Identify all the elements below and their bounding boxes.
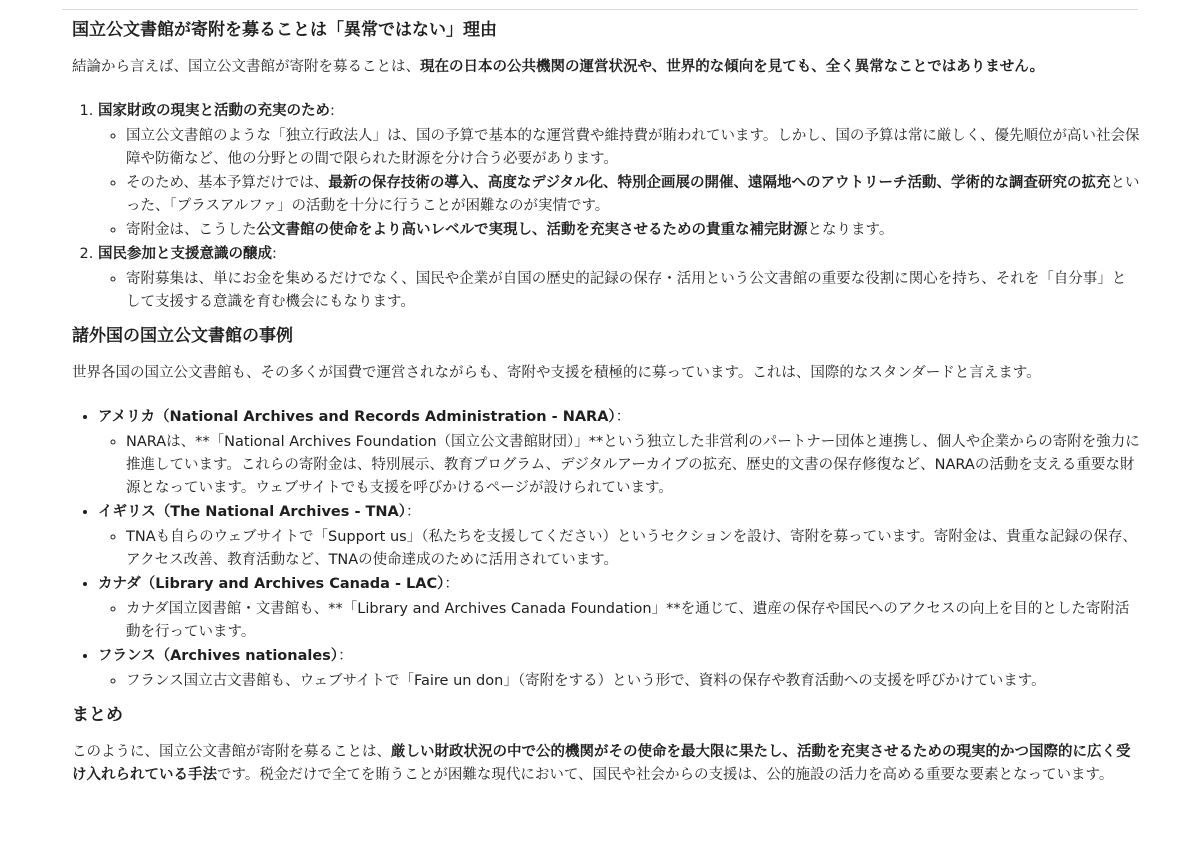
country-item-france: • フランス（Archives nationales）： ◦ フランス国立古文書館も、ウェブサイトで「Faire un don」（寄附をする）という形で、資料の保存や教育活動への支援を呼びかけています。 <box>98 645 1140 693</box>
country-sublist <box>98 598 1140 644</box>
section-title-foreign-cases: 諸外国の国立公文書館の事例 <box>72 326 293 346</box>
top-divider <box>62 9 1138 10</box>
reasons-list <box>72 100 1140 314</box>
sub-bullet: ◦ 寄附金は、こうした公文書館の使命をより高いレベルで実現し、活動を充実させるための貴重な補完財源となります。 <box>126 219 1140 242</box>
country-item-canada: • カナダ（Library and Archives Canada - LAC）： ◦ カナダ国立図書館・文書館も、**「Library and Archives Canada Foundation」**を通じて、遺産の保存や国民へのアクセスの向上を目的とした寄附活動を行っています。 <box>98 573 1140 644</box>
section-title-reasons: 国立公文書館が寄附を募ることは「異常ではない」理由 <box>72 20 497 40</box>
reason-item-2: 2. 国民参加と支援意識の醸成: ◦ 寄附募集は、単にお金を集めるだけでなく、国民や企業が自国の歴史的記録の保存・活用という公文書館の重要な役割に関心を持ち、それを「自分事」として支援する意識を育む機会にもなります。 <box>98 243 1140 314</box>
conclusion-paragraph: 結論から言えば、国立公文書館が寄附を募ることは、現在の日本の公共機関の運営状況や、世界的な傾向を見ても、全く異常なことではありません。 <box>72 59 1045 75</box>
reason-heading: 国民参加と支援意識の醸成 <box>98 246 272 262</box>
country-name: アメリカ（National Archives and Records Administration - NARA） <box>98 409 616 425</box>
summary-paragraph: このように、国立公文書館が寄附を募ることは、厳しい財政状況の中で公的機関がその使命を最大限に果たし、活動を充実させるための現実的かつ国際的に広く受け入れられている手法です。税金だけで全てを賄うことが困難な現代において、国民や社会からの支援は、公的施設の活力を高める重要な要素となっています。 <box>72 744 1131 783</box>
country-name: イギリス（The National Archives - TNA） <box>98 504 407 520</box>
sub-bullet: ◦ そのため、基本予算だけでは、最新の保存技術の導入、高度なデジタル化、特別企画展の開催、遠隔地へのアウトリーチ活動、学術的な調査研究の拡充といった、「プラスアルファ」の活動を十分に行うことが困難なのが実情です。 <box>126 172 1140 218</box>
country-sublist <box>98 670 1140 693</box>
country-sublist <box>98 431 1140 500</box>
country-sublist <box>98 526 1140 572</box>
country-item-uk: • イギリス（The National Archives - TNA）： ◦ TNAも自らのウェブサイトで「Support us」（私たちを支援してください）というセクションを設け、寄附を募っています。寄附金は、貴重な記録の保存、アクセス改善、教育活動など、TNAの使命達成のために活用されています。 <box>98 501 1140 572</box>
foreign-intro-paragraph: 世界各国の国立公文書館も、その多くが国費で運営されながらも、寄附や支援を積極的に募っています。これは、国際的なスタンダードと言えます。 <box>72 365 1041 381</box>
article-body <box>72 16 1140 787</box>
sub-bullet: ◦ フランス国立古文書館も、ウェブサイトで「Faire un don」（寄附をする）という形で、資料の保存や教育活動への支援を呼びかけています。 <box>126 670 1140 693</box>
country-name: フランス（Archives nationales） <box>98 648 339 664</box>
reason-sublist <box>98 268 1140 314</box>
reason-item-1: 1. 国家財政の現実と活動の充実のため: ◦ 国立公文書館のような「独立行政法人」は、国の予算で基本的な運営費や維持費が賄われています。しかし、国の予算は常に厳しく、優先順位が高い社会保障や防衛など、他の分野との間で限られた財源を分け合う必要があります。 ◦ そのため、基本予算だけでは、最新の保存技術の導入、高度なデジタル化、特別企画展の開催、遠隔地へのアウトリーチ活動、学術的な調査研究の拡充といった、「プラスアルファ」の活動を十分に行うことが困難なのが実情です。 ◦ 寄附金は、こうした公文書館の使命をより高いレベルで実現し、活動を充実させるための貴重な補完財源となります。 <box>98 100 1140 242</box>
country-item-usa: • アメリカ（National Archives and Records Administration - NARA）： ◦ NARAは、**「National Archives Foundation（国立公文書館財団）」**という独立した非営利のパートナー団体と連携し、個人や企業からの寄附を強力に推進しています。これらの寄附金は、特別展示、教育プログラム、デジタルアーカイブの拡充、歴史的文書の保存修復など、NARAの活動を支える重要な財源となっています。ウェブサイトでも支援を呼びかけるページが設けられています。 <box>98 406 1140 500</box>
country-name: カナダ（Library and Archives Canada - LAC） <box>98 576 445 592</box>
sub-bullet: ◦ 国立公文書館のような「独立行政法人」は、国の予算で基本的な運営費や維持費が賄われています。しかし、国の予算は常に厳しく、優先順位が高い社会保障や防衛など、他の分野との間で限られた財源を分け合う必要があります。 <box>126 125 1140 171</box>
reason-sublist <box>98 125 1140 242</box>
countries-list <box>72 406 1140 693</box>
reason-heading: 国家財政の現実と活動の充実のため <box>98 103 330 119</box>
sub-bullet: ◦ 寄附募集は、単にお金を集めるだけでなく、国民や企業が自国の歴史的記録の保存・活用という公文書館の重要な役割に関心を持ち、それを「自分事」として支援する意識を育む機会にもなります。 <box>126 268 1140 314</box>
section-title-summary: まとめ <box>72 705 123 725</box>
sub-bullet: ◦ TNAも自らのウェブサイトで「Support us」（私たちを支援してください）というセクションを設け、寄附を募っています。寄附金は、貴重な記録の保存、アクセス改善、教育活動など、TNAの使命達成のために活用されています。 <box>126 526 1140 572</box>
sub-bullet: ◦ カナダ国立図書館・文書館も、**「Library and Archives Canada Foundation」**を通じて、遺産の保存や国民へのアクセスの向上を目的とした寄附活動を行っています。 <box>126 598 1140 644</box>
sub-bullet: ◦ NARAは、**「National Archives Foundation（国立公文書館財団）」**という独立した非営利のパートナー団体と連携し、個人や企業からの寄附を強力に推進しています。これらの寄附金は、特別展示、教育プログラム、デジタルアーカイブの拡充、歴史的文書の保存修復など、NARAの活動を支える重要な財源となっています。ウェブサイトでも支援を呼びかけるページが設けられています。 <box>126 431 1140 500</box>
